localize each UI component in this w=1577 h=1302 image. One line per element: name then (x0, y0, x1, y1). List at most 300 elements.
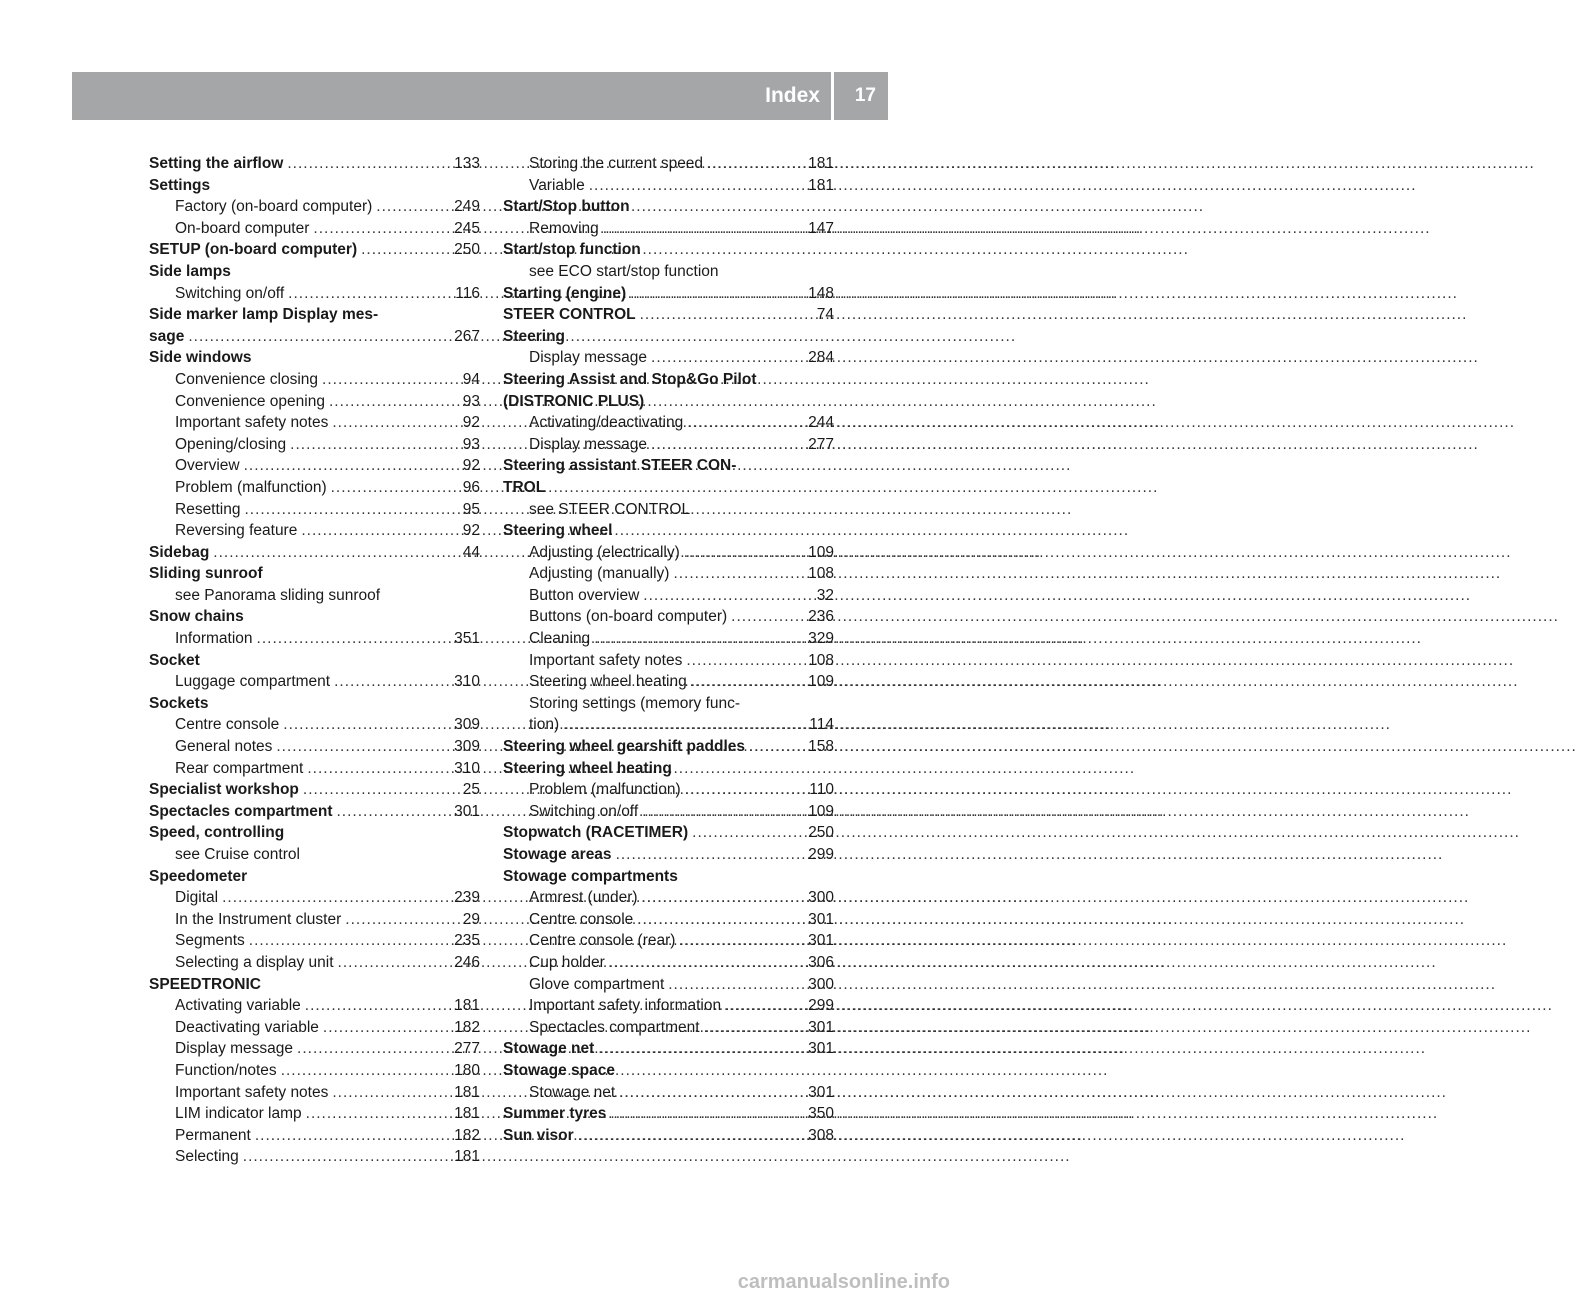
index-entry-heading (149, 779, 480, 801)
entry-label: Important safety information (529, 997, 722, 1015)
leader-dots (361, 239, 450, 261)
entry-label: Switching on/off (175, 284, 285, 302)
entry-label: Removing (529, 219, 599, 237)
leader-dots (707, 153, 804, 175)
leader-dots (345, 909, 458, 931)
index-subentry (149, 218, 480, 240)
index-entry-heading (149, 175, 480, 197)
index-subentry (149, 1082, 480, 1104)
index-subentry (149, 499, 480, 521)
entry-page-number: 109 (808, 543, 834, 561)
entry-page-number: 92 (462, 522, 480, 540)
index-subentry (503, 412, 834, 434)
entry-label: Socket (149, 651, 200, 669)
index-subentry (149, 909, 480, 931)
index-entry-heading (503, 477, 834, 499)
index-entry-heading (503, 866, 834, 888)
entry-page-number: 299 (808, 997, 834, 1015)
entry-label: Digital (175, 889, 219, 907)
entry-label: Display message (529, 349, 648, 367)
entry-label: see ECO start/stop function (529, 262, 719, 280)
entry-page-number: 309 (454, 738, 480, 756)
index-entry-heading (149, 239, 480, 261)
entry-label: Sockets (149, 694, 209, 712)
entry-label: Summer tyres (503, 1105, 607, 1123)
entry-label: General notes (175, 738, 273, 756)
leader-dots (594, 628, 804, 650)
entry-label: Cleaning (529, 630, 591, 648)
index-column-right (503, 153, 834, 1146)
entry-label: Steering wheel gearshift paddles (503, 738, 746, 756)
entry-label: Selecting (175, 1148, 239, 1166)
index-subentry (503, 1082, 834, 1104)
entry-page-number: 74 (816, 306, 834, 324)
index-subentry (503, 671, 834, 693)
index-entry-heading (149, 822, 480, 844)
leader-dots (287, 153, 450, 175)
leader-dots (691, 671, 804, 693)
index-subentry (503, 434, 834, 456)
index-subentry (149, 455, 480, 477)
index-subentry (503, 952, 834, 974)
index-entry-heading (503, 391, 834, 413)
index-entry-heading (149, 801, 480, 823)
entry-label: Activating variable (175, 997, 301, 1015)
leader-dots (749, 736, 804, 758)
entry-page-number: 108 (808, 565, 834, 583)
entry-label: Variable (529, 176, 585, 194)
index-subentry (149, 391, 480, 413)
entry-label: Speedometer (149, 867, 248, 885)
entry-page-number: 267 (454, 327, 480, 345)
entry-label: STEER CONTROL (503, 306, 636, 324)
entry-page-number: 110 (809, 781, 834, 799)
entry-label: Armrest (under) (529, 889, 638, 907)
entry-page-number: 95 (462, 500, 480, 518)
leader-dots (323, 1017, 450, 1039)
leader-dots (305, 995, 450, 1017)
entry-label: Permanent (175, 1126, 251, 1144)
index-subentry (503, 542, 834, 564)
entry-label: Speed, controlling (149, 824, 285, 842)
index-subentry (503, 1017, 834, 1039)
entry-label: Convenience opening (175, 392, 325, 410)
index-entry-heading (503, 369, 834, 391)
index-entry-heading (149, 650, 480, 672)
index-entry-heading (149, 304, 480, 326)
entry-label: Steering wheel heating (529, 673, 687, 691)
entry-label: On-board computer (175, 219, 310, 237)
index-entry-heading (149, 974, 480, 996)
leader-dots (642, 887, 805, 909)
index-subentry (149, 1146, 480, 1168)
entry-label: Settings (149, 176, 211, 194)
leader-dots (685, 779, 806, 801)
entry-page-number: 246 (454, 953, 480, 971)
leader-dots (338, 952, 451, 974)
header-bar (72, 72, 888, 120)
index-entry-heading (149, 347, 480, 369)
entry-label: Spectacles compartment (529, 1018, 700, 1036)
entry-label: Steering wheel heating (503, 759, 672, 777)
leader-dots (619, 1082, 804, 1104)
index-entry-heading (149, 261, 480, 283)
entry-label: Overview (175, 457, 240, 475)
index-entry-heading (503, 326, 834, 348)
index-entry-heading (503, 1103, 834, 1125)
entry-page-number: 284 (808, 349, 834, 367)
entry-label: see STEER CONTROL (529, 500, 691, 518)
index-subentry (503, 714, 834, 736)
index-entry-heading (503, 304, 834, 326)
index-subentry (149, 887, 480, 909)
leader-dots (609, 952, 804, 974)
index-entry-heading (503, 1060, 834, 1082)
entry-page-number: 109 (808, 802, 834, 820)
entry-page-number: 182 (454, 1126, 480, 1144)
entry-page-number: 93 (462, 435, 480, 453)
entry-label: Problem (malfunction) (175, 478, 327, 496)
entry-page-number: 329 (808, 630, 834, 648)
entry-page-number: 96 (462, 478, 480, 496)
entry-label: SETUP (on-board computer) (149, 241, 358, 259)
entry-label: Stopwatch (RACETIMER) (503, 824, 689, 842)
leader-dots (249, 930, 450, 952)
leader-dots (244, 455, 459, 477)
leader-dots (686, 650, 804, 672)
index-entry-heading (149, 606, 480, 628)
entry-page-number: 182 (454, 1018, 480, 1036)
entry-page-number: 25 (462, 781, 480, 799)
entry-page-number: 181 (808, 176, 834, 194)
entry-page-number: 351 (454, 630, 480, 648)
entry-page-number: 301 (808, 1040, 834, 1058)
entry-page-number: 94 (462, 370, 480, 388)
entry-page-number: 310 (454, 759, 480, 777)
entry-label: Display message (175, 1040, 294, 1058)
entry-label: Opening/closing (175, 435, 287, 453)
entry-page-number: 250 (454, 241, 480, 259)
index-entry-heading (149, 563, 480, 585)
leader-dots (337, 801, 451, 823)
entry-page-number: 300 (808, 975, 834, 993)
index-subentry (503, 974, 834, 996)
leader-dots (578, 1125, 804, 1147)
entry-page-number: 93 (462, 392, 480, 410)
page-number: 17 (854, 85, 876, 106)
entry-label: Stowage net (529, 1083, 616, 1101)
leader-dots (637, 909, 804, 931)
entry-label: Steering Assist and Stop&Go Pilot (503, 370, 757, 388)
index-subentry (149, 758, 480, 780)
leader-dots (630, 283, 804, 305)
index-entry-heading (503, 822, 834, 844)
entry-page-number: 180 (454, 1061, 480, 1079)
index-subentry (503, 153, 834, 175)
entry-page-number: 44 (462, 543, 480, 561)
leader-dots (376, 196, 450, 218)
leader-dots (297, 1038, 450, 1060)
watermark: carmanualsonline.info (737, 1271, 950, 1293)
entry-label: Buttons (on-board computer) (529, 608, 728, 626)
header-divider (831, 72, 834, 120)
index-entry-heading (503, 283, 834, 305)
index-subentry (503, 909, 834, 931)
entry-page-number: 239 (454, 889, 480, 907)
entry-page-number: 92 (462, 457, 480, 475)
index-subentry (149, 671, 480, 693)
index-entry-heading (503, 736, 834, 758)
leader-dots (281, 1060, 450, 1082)
index-subentry (503, 801, 834, 823)
entry-page-number: 92 (462, 414, 480, 432)
entry-page-number: 277 (808, 435, 834, 453)
entry-label: Adjusting (electrically) (529, 543, 680, 561)
index-subentry (149, 434, 480, 456)
index-entry-heading (149, 153, 480, 175)
leader-dots (243, 1146, 450, 1168)
section-title: Index (765, 84, 820, 107)
entry-label: Centre console (529, 910, 634, 928)
entry-page-number: 32 (816, 586, 834, 604)
entry-label: see Cruise control (175, 846, 300, 863)
entry-page-number: 116 (455, 284, 480, 302)
index-subentry (503, 175, 834, 197)
entry-page-number: 109 (808, 673, 834, 691)
entry-page-number: 301 (454, 802, 480, 820)
index-entry-heading (149, 866, 480, 888)
index-subentry (149, 995, 480, 1017)
entry-label: Storing settings (memory func- (529, 694, 741, 712)
index-subentry (503, 693, 834, 715)
leader-dots (257, 628, 451, 650)
entry-label: Stowage compartments (503, 867, 678, 885)
entry-page-number: 309 (454, 716, 480, 734)
entry-label: Storing the current speed (529, 155, 704, 172)
entry-page-number: 306 (808, 953, 834, 971)
entry-page-number: 301 (808, 1083, 834, 1101)
entry-label: Information (175, 630, 253, 648)
entry-label: Start/stop function (503, 241, 641, 259)
entry-page-number: 244 (808, 414, 834, 432)
leader-dots (290, 434, 459, 456)
entry-label: (DISTRONIC PLUS) (503, 392, 645, 410)
index-subentry (149, 1103, 480, 1125)
leader-dots (276, 736, 450, 758)
entry-page-number: 181 (808, 155, 834, 172)
index-subentry (149, 1017, 480, 1039)
entry-page-number: 308 (808, 1126, 834, 1144)
entry-label: Convenience closing (175, 370, 319, 388)
leader-dots (334, 671, 450, 693)
entry-label: Rear compartment (175, 759, 304, 777)
leader-dots (684, 542, 804, 564)
index-subentry (149, 714, 480, 736)
entry-label: Cup holder (529, 953, 605, 971)
index-entry-heading (503, 1125, 834, 1147)
entry-label: sage (149, 327, 185, 345)
leader-dots (322, 369, 459, 391)
entry-page-number: 147 (808, 219, 834, 237)
entry-label: Setting the airflow (149, 155, 284, 172)
entry-label: Sun visor (503, 1126, 574, 1144)
entry-page-number: 181 (454, 1083, 480, 1101)
entry-label: Switching on/off (529, 802, 639, 820)
entry-label: Selecting a display unit (175, 953, 334, 971)
entry-page-number: 108 (808, 651, 834, 669)
leader-dots (329, 391, 459, 413)
leader-dots (725, 995, 804, 1017)
leader-dots (283, 714, 450, 736)
entry-page-number: 249 (454, 198, 480, 216)
leader-dots (255, 1125, 450, 1147)
entry-label: Specialist workshop (149, 781, 299, 799)
leader-dots (651, 347, 804, 369)
entry-label: Steering wheel (503, 522, 613, 540)
index-subentry (149, 283, 480, 305)
entry-label: tion) (529, 716, 560, 734)
entry-label: Sliding sunroof (149, 565, 263, 583)
entry-label: Reversing feature (175, 522, 298, 540)
index-subentry (149, 196, 480, 218)
index-subentry (503, 563, 834, 585)
index-entry-heading (149, 326, 480, 348)
entry-page-number: 158 (808, 738, 834, 756)
leader-dots (643, 585, 812, 607)
index-column-left (149, 153, 480, 1168)
entry-page-number: 310 (454, 673, 480, 691)
entry-label: Stowage space (503, 1061, 615, 1079)
entry-page-number: 301 (808, 932, 834, 950)
entry-label: Centre console (rear) (529, 932, 676, 950)
index-subentry (503, 650, 834, 672)
index-subentry (503, 218, 834, 240)
leader-dots (731, 606, 804, 628)
index-subentry (503, 499, 834, 521)
entry-page-number: 301 (808, 910, 834, 928)
index-subentry (149, 585, 480, 607)
entry-page-number: 299 (808, 846, 834, 863)
leader-dots (288, 283, 451, 305)
entry-label: Snow chains (149, 608, 244, 626)
leader-dots (603, 218, 804, 240)
leader-dots (244, 499, 458, 521)
entry-label: see Panorama sliding sunroof (175, 586, 381, 604)
entry-label: Glove compartment (529, 975, 665, 993)
entry-label: Stowage net (503, 1040, 595, 1058)
index-subentry (503, 261, 834, 283)
leader-dots (704, 1017, 805, 1039)
index-entry-heading (503, 844, 834, 866)
index-subentry (503, 779, 834, 801)
entry-label: Problem (malfunction) (529, 781, 681, 799)
entry-label: Side lamps (149, 262, 231, 280)
entry-page-number: 133 (454, 155, 480, 172)
leader-dots (679, 930, 804, 952)
entry-label: Segments (175, 932, 245, 950)
entry-page-number: 29 (462, 910, 480, 928)
entry-page-number: 181 (454, 1148, 480, 1166)
index-subentry (149, 844, 480, 866)
entry-label: Adjusting (manually) (529, 565, 670, 583)
index-subentry (149, 1125, 480, 1147)
index-entry-heading (503, 196, 834, 218)
entry-label: Stowage areas (503, 846, 612, 863)
index-subentry (149, 412, 480, 434)
entry-label: Centre console (175, 716, 280, 734)
leader-dots (188, 326, 450, 348)
leader-dots (668, 974, 804, 996)
leader-dots (563, 714, 805, 736)
leader-dots (332, 1082, 450, 1104)
leader-dots (642, 801, 804, 823)
entry-label: TROL (503, 478, 546, 496)
index-subentry (149, 477, 480, 499)
entry-page-number: 350 (808, 1105, 834, 1123)
index-subentry (149, 952, 480, 974)
entry-label: Important safety notes (175, 414, 329, 432)
leader-dots (301, 520, 458, 542)
leader-dots (610, 1103, 804, 1125)
leader-dots (692, 822, 804, 844)
entry-label: SPEEDTRONIC (149, 975, 261, 993)
index-subentry (149, 520, 480, 542)
leader-dots (651, 434, 804, 456)
entry-page-number: 301 (808, 1018, 834, 1036)
entry-page-number: 235 (454, 932, 480, 950)
entry-label: Sidebag (149, 543, 210, 561)
entry-label: Spectacles compartment (149, 802, 333, 820)
index-entry-heading (503, 520, 834, 542)
leader-dots (331, 477, 459, 499)
entry-label: Start/Stop button (503, 198, 630, 216)
index-subentry (503, 995, 834, 1017)
index-subentry (149, 736, 480, 758)
entry-label: Activating/deactivating (529, 414, 684, 432)
entry-label: Side windows (149, 349, 252, 367)
entry-label: In the Instrument cluster (175, 910, 342, 928)
leader-dots (598, 1038, 804, 1060)
entry-label: Starting (engine) (503, 284, 627, 302)
entry-page-number: 181 (454, 997, 480, 1015)
index-subentry (503, 606, 834, 628)
index-subentry (149, 1060, 480, 1082)
index-entry-heading (503, 239, 834, 261)
index-subentry (149, 930, 480, 952)
index-entry-heading (503, 455, 834, 477)
index-subentry (503, 887, 834, 909)
entry-label: Resetting (175, 500, 241, 518)
leader-dots (307, 758, 450, 780)
entry-label: Function/notes (175, 1061, 277, 1079)
index-subentry (149, 1038, 480, 1060)
entry-page-number: 277 (454, 1040, 480, 1058)
entry-label: LIM indicator lamp (175, 1105, 302, 1123)
index-subentry (149, 369, 480, 391)
leader-dots (303, 779, 459, 801)
entry-label: Luggage compartment (175, 673, 331, 691)
leader-dots (313, 218, 450, 240)
leader-dots (213, 542, 458, 564)
entry-label: Display message (529, 435, 648, 453)
entry-page-number: 300 (808, 889, 834, 907)
entry-label: Important safety notes (529, 651, 683, 669)
entry-label: Button overview (529, 586, 640, 604)
leader-dots (673, 563, 804, 585)
index-entry-heading (149, 542, 480, 564)
entry-label: Important safety notes (175, 1083, 329, 1101)
index-subentry (149, 628, 480, 650)
